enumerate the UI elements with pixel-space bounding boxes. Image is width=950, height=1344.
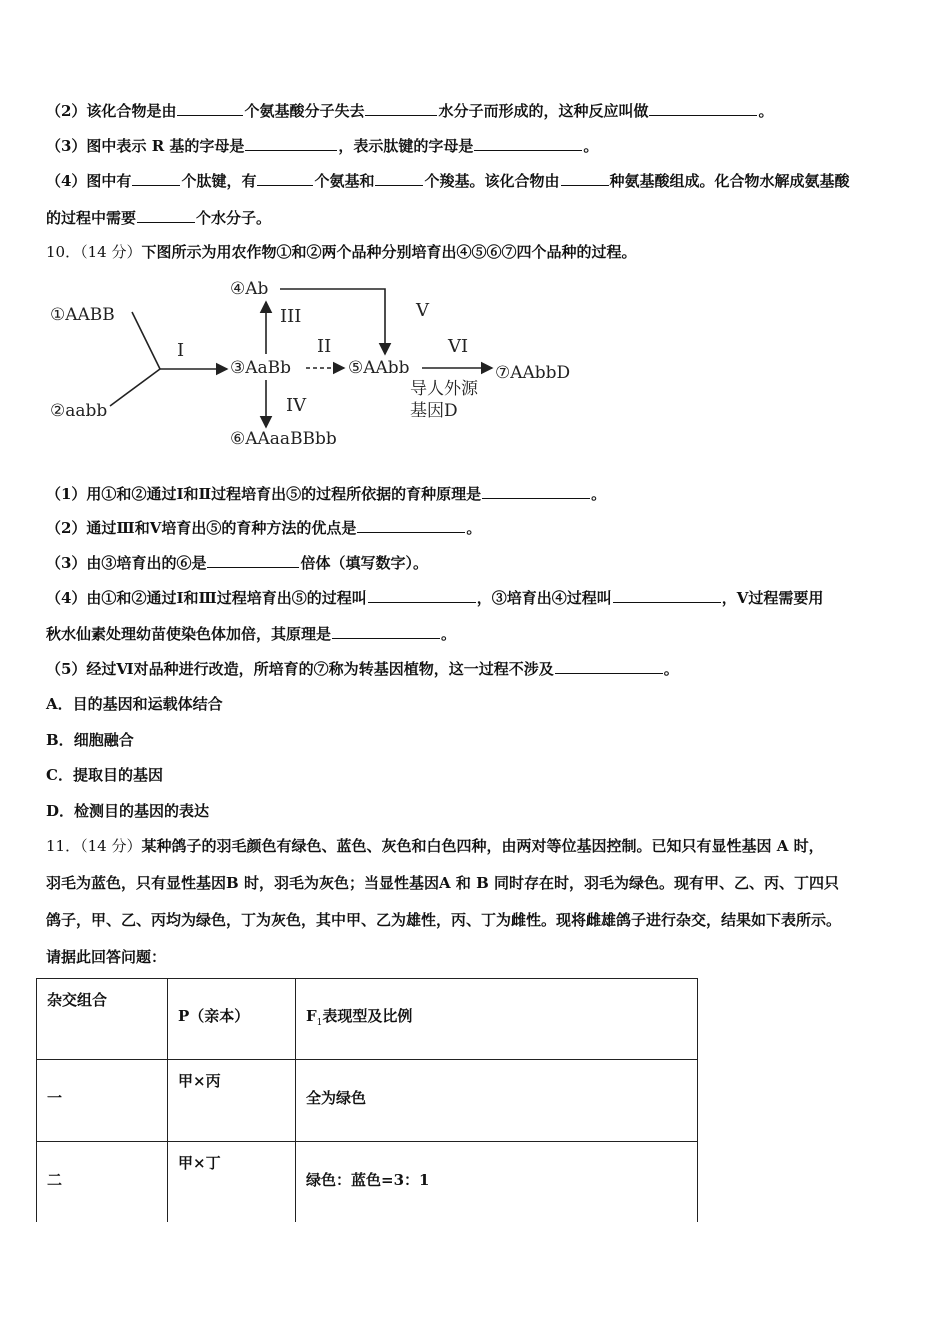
answer-blank[interactable]	[365, 101, 437, 116]
table-cell: 二	[37, 1142, 168, 1252]
answer-blank[interactable]	[332, 624, 440, 639]
table-cell: 甲×丙	[168, 1060, 296, 1142]
answer-blank[interactable]	[177, 101, 243, 116]
process-5: V	[416, 300, 429, 321]
q10-sub3: （3）由③培育出的⑥是 倍体（填写数字）。	[46, 554, 428, 572]
answer-blank[interactable]	[482, 484, 590, 499]
answer-blank[interactable]	[474, 136, 582, 151]
node-2: ②aabb	[50, 401, 108, 421]
note-2: 基因D	[410, 401, 458, 421]
option-d[interactable]: D．检测目的基因的表达	[46, 802, 210, 820]
connector-line	[110, 369, 160, 406]
node-6: ⑥AAaaBBbb	[230, 429, 337, 449]
option-b[interactable]: B．细胞融合	[46, 731, 134, 749]
connector-line	[132, 312, 160, 369]
answer-blank[interactable]	[561, 171, 609, 186]
answer-blank[interactable]	[555, 659, 663, 674]
header-cell: $F_1$表现型及比例	[296, 979, 698, 1060]
process-4: IV	[286, 395, 307, 416]
table-cell: 全为绿色	[296, 1060, 698, 1142]
option-a[interactable]: A．目的基因和运载体结合	[46, 695, 223, 713]
node-3: ③AaBb	[230, 358, 292, 378]
q10-sub1: （1）用①和②通过Ⅰ和Ⅱ过程培育出⑤的过程所依据的育种原理是 。	[46, 485, 607, 503]
table-header-row	[37, 979, 698, 1060]
q10-sub5: （5）经过Ⅵ对品种进行改造，所培育的⑦称为转基因植物，这一过程不涉及 。	[46, 660, 679, 678]
answer-blank[interactable]	[257, 171, 313, 186]
question-score: （14 分）	[80, 837, 142, 855]
table-row	[37, 1060, 698, 1142]
answer-blank[interactable]	[375, 171, 423, 186]
q10-sub4: （4）由①和②通过Ⅰ和Ⅲ过程培育出⑤的过程叫 ，③培育出④过程叫 ，Ⅴ过程需要用	[46, 589, 824, 607]
answer-blank[interactable]	[368, 588, 476, 603]
node-4: ④Ab	[230, 279, 269, 299]
q10-stem: 10．（14 分）下图所示为用农作物①和②两个品种分别培育出④⑤⑥⑦四个品种的过程。	[46, 243, 637, 261]
q10-sub4-cont: 秋水仙素处理幼苗使染色体加倍，其原理是 。	[46, 625, 457, 643]
breeding-diagram	[40, 272, 600, 458]
q11-stem-line4: 请据此回答问题：	[46, 948, 167, 966]
table-cell: 绿色：蓝色=3：1	[296, 1142, 698, 1252]
process-2: II	[317, 336, 332, 357]
q9-sub4-cont: 的过程中需要 个水分子。	[46, 209, 272, 227]
answer-blank[interactable]	[649, 101, 757, 116]
node-1: ①AABB	[50, 305, 115, 325]
table-cell: 一	[37, 1060, 168, 1142]
table-cell: 甲×丁	[168, 1142, 296, 1252]
process-3: III	[280, 306, 302, 327]
answer-blank[interactable]	[132, 171, 180, 186]
option-c[interactable]: C．提取目的基因	[46, 766, 163, 784]
q10-sub2: （2）通过Ⅲ和Ⅴ培育出⑤的育种方法的优点是 。	[46, 519, 482, 537]
node-7: ⑦AAbbD	[495, 363, 571, 383]
question-number: 11．	[46, 837, 81, 855]
note-1: 导人外源	[410, 379, 478, 399]
q11-stem-line3: 鸽子，甲、乙、丙均为绿色，丁为灰色，其中甲、乙为雄性，丙、丁为雌性。现将雌雄鸽子进行杂交，结果如下表所示。	[46, 911, 842, 929]
q9-sub4: （4）图中有 个肽键，有 个氨基和 个羧基。该化合物由 种氨基酸组成。化合物水解成氨基酸	[46, 172, 850, 190]
answer-blank[interactable]	[207, 553, 299, 568]
header-cell: 杂交组合	[37, 979, 168, 1060]
header-cell: P（亲本）	[168, 979, 296, 1060]
question-number: 10．	[46, 243, 81, 261]
answer-blank[interactable]	[613, 588, 721, 603]
q9-sub3: （3）图中表示 R 基的字母是 ，表示肽键的字母是 。	[46, 137, 599, 155]
node-5: ⑤AAbb	[348, 358, 410, 378]
q11-stem-line2: 羽毛为蓝色，只有显性基因B 时，羽毛为灰色；当显性基因A 和 B 同时存在时，羽毛为绿色。现有甲、乙、丙、丁四只	[46, 874, 840, 892]
page-cutoff	[36, 1222, 700, 1252]
answer-blank[interactable]	[137, 208, 195, 223]
answer-blank[interactable]	[357, 518, 465, 533]
process-6: VI	[448, 336, 469, 357]
q11-stem-line1: 11．（14 分）某种鸽子的羽毛颜色有绿色、蓝色、灰色和白色四种，由两对等位基因控制。已知只有显性基因 A 时，	[46, 837, 824, 855]
process-1: I	[177, 340, 185, 361]
q9-sub2: （2）该化合物是由 个氨基酸分子失去 水分子而形成的，这种反应叫做 。	[46, 102, 774, 120]
cross-table	[36, 978, 698, 1252]
question-score: （14 分）	[80, 243, 142, 261]
answer-blank[interactable]	[245, 136, 337, 151]
